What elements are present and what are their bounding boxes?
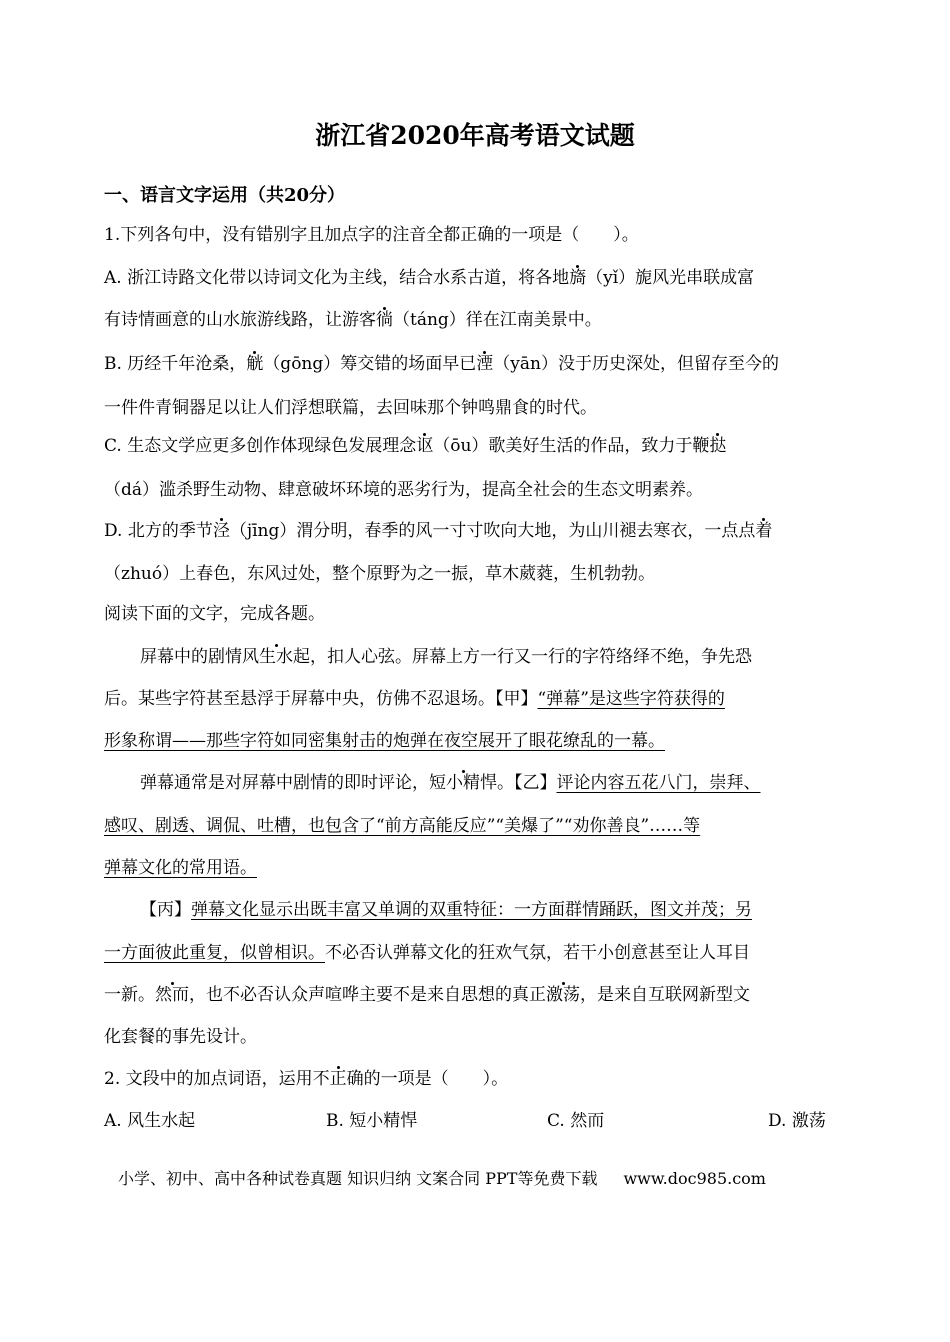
passage-p3-line4: 化套餐的事先设计。 bbox=[104, 1027, 257, 1047]
q1-option-a-line1: A. 浙江诗路文化带以诗词文化为主线，结合水系古道，将各地旖（yǐ）旎风光串联成富 bbox=[104, 268, 755, 288]
footer-url[interactable]: www.doc985.com bbox=[623, 1169, 766, 1188]
question-1-stem: 1.下列各句中，没有错别字且加点字的注音全都正确的一项是（ ）。 bbox=[104, 225, 639, 245]
dotted-phrase: 短小精悍 bbox=[429, 773, 497, 793]
q1-option-b-line1: B. 历经千年沧桑，觥（gōng）筹交错的场面早已湮（yān）没于历史深处，但留存至今的 bbox=[104, 354, 779, 374]
q1-option-c-line2: （dá）滥杀野生动物、肆意破坏环境的恶劣行为，提高全社会的生态文明素养。 bbox=[104, 480, 704, 500]
passage-p3-line3: 一新。然而，也不必否认众声喧哗主要不是来自思想的真正激荡，是来自互联网新型文 bbox=[104, 985, 750, 1005]
passage-p2-line1: 弹幕通常是对屏幕中剧情的即时评论，短小精悍。【乙】评论内容五花八门，崇拜、 bbox=[140, 773, 761, 793]
q1-option-d-line1: D. 北方的季节泾（jīng）渭分明，春季的风一寸寸吹向大地，为山川褪去寒衣，一点点着 bbox=[104, 521, 773, 541]
page-title: 浙江省2020年高考语文试题 bbox=[315, 121, 635, 150]
dotted-phrase: 激荡 bbox=[546, 985, 580, 1005]
question-2-stem: 2. 文段中的加点词语，运用不正确的一项是（ ）。 bbox=[104, 1069, 509, 1089]
q2-option-c[interactable]: C. 然而 bbox=[547, 1111, 605, 1131]
q2-options bbox=[104, 1108, 844, 1134]
q1-option-a-line2: 有诗情画意的山水旅游线路，让游客徜（táng）徉在江南美景中。 bbox=[104, 310, 602, 330]
q2-option-a[interactable]: A. 风生水起 bbox=[104, 1111, 196, 1131]
q2-option-d[interactable]: D. 激荡 bbox=[768, 1111, 826, 1131]
dotted-char: 徜 bbox=[376, 310, 393, 330]
passage-p1-line3: 形象称谓——那些字符如同密集射击的炮弹在夜空展开了眼花缭乱的一幕。 bbox=[104, 731, 665, 751]
dotted-phrase: 然而 bbox=[155, 985, 189, 1005]
dotted-char: 着 bbox=[755, 521, 773, 541]
q1-option-b-line2: 一件件青铜器足以让人们浮想联篇，去回味那个钟鸣鼎食的时代。 bbox=[104, 398, 597, 418]
dotted-char: 旖 bbox=[569, 268, 587, 288]
dotted-phrase: 不正确 bbox=[312, 1069, 364, 1089]
dotted-char: 泾 bbox=[212, 521, 230, 541]
dotted-phrase: 风生水起 bbox=[242, 647, 310, 667]
reading-prompt: 阅读下面的文字，完成各题。 bbox=[104, 604, 325, 624]
passage-p1-line1: 屏幕中的剧情风生水起，扣人心弦。屏幕上方一行又一行的字符络绎不绝，争先恐 bbox=[140, 647, 752, 667]
passage-p2-line2: 感叹、剧透、调侃、吐槽，也包含了“前方高能反应”“美爆了”“劝你善良”……等 bbox=[104, 816, 701, 836]
passage-p3-line2: 一方面彼此重复，似曾相识。不必否认弹幕文化的狂欢气氛，若干小创意甚至让人耳目 bbox=[104, 943, 750, 963]
footer-text: 小学、初中、高中各种试卷真题 知识归纳 文案合同 PPT等免费下载 bbox=[118, 1169, 598, 1188]
footer bbox=[118, 1167, 766, 1191]
dotted-char: 讴 bbox=[416, 436, 434, 456]
q1-option-c-line1: C. 生态文学应更多创作体现绿色发展理念讴（ōu）歌美好生活的作品，致力于鞭挞 bbox=[104, 436, 727, 456]
dotted-char: 挞 bbox=[709, 436, 727, 456]
section-heading: 一、语言文字运用（共20分） bbox=[104, 185, 346, 206]
dotted-char: 湮 bbox=[476, 354, 494, 374]
passage-p2-line3: 弹幕文化的常用语。 bbox=[104, 858, 257, 878]
dotted-char: 觥 bbox=[246, 354, 264, 374]
q1-option-d-line2: （zhuó）上春色，东风过处，整个原野为之一振，草木葳蕤，生机勃勃。 bbox=[104, 564, 656, 584]
passage-p3-line1: 【丙】弹幕文化显示出既丰富又单调的双重特征：一方面群情踊跃，图文并茂；另 bbox=[140, 900, 752, 920]
passage-p1-line2: 后。某些字符甚至悬浮于屏幕中央，仿佛不忍退场。【甲】“弹幕”是这些字符获得的 bbox=[104, 689, 725, 709]
q2-option-b[interactable]: B. 短小精悍 bbox=[326, 1111, 418, 1131]
